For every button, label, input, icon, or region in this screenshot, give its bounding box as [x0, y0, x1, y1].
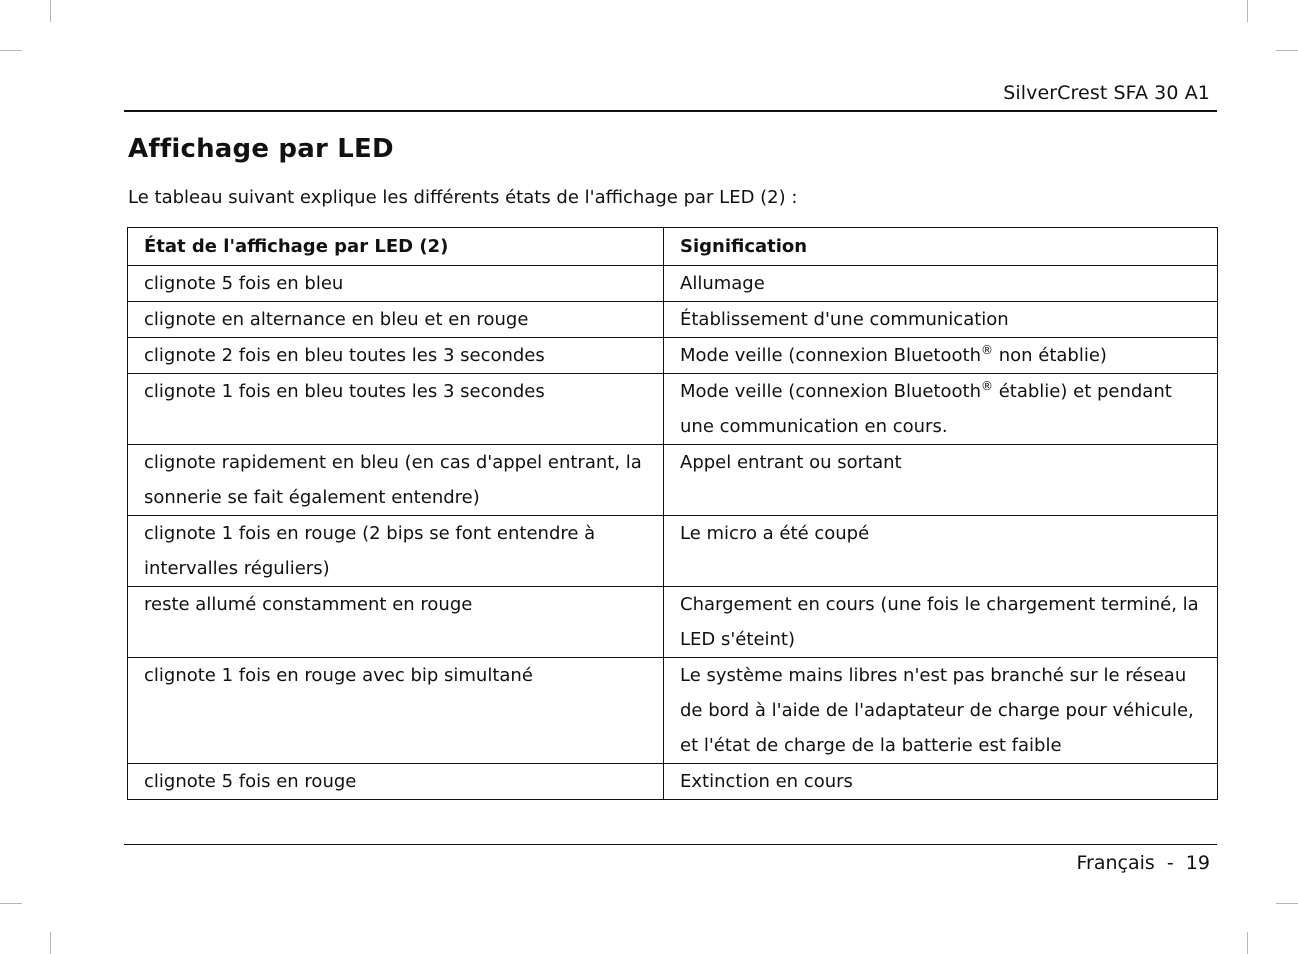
- registered-mark: ®: [980, 379, 993, 393]
- cell-meaning: Extinction en cours: [664, 764, 1218, 800]
- cell-state: clignote rapidement en bleu (en cas d'appel entrant, la sonnerie se fait également entendre): [128, 445, 664, 516]
- meaning-text: Mode veille (connexion Bluetooth: [680, 381, 981, 402]
- crop-mark: [1276, 50, 1298, 51]
- footer-page-label: Français - 19: [1076, 852, 1210, 874]
- table-row: [128, 516, 1218, 587]
- cell-state: clignote en alternance en bleu et en rouge: [128, 302, 664, 338]
- crop-mark: [1276, 903, 1298, 904]
- cell-state: clignote 5 fois en rouge: [128, 764, 664, 800]
- cell-state: clignote 1 fois en rouge avec bip simultané: [128, 658, 664, 764]
- cell-meaning: Appel entrant ou sortant: [664, 445, 1218, 516]
- table-row: [128, 374, 1218, 445]
- column-header-state: État de l'affichage par LED (2): [128, 228, 664, 266]
- table-row: [128, 658, 1218, 764]
- cell-state: clignote 1 fois en rouge (2 bips se font entendre à intervalles réguliers): [128, 516, 664, 587]
- table-row: [128, 266, 1218, 302]
- crop-mark: [0, 50, 22, 51]
- meaning-text: établie) et pendant une communication en cours.: [680, 381, 1172, 437]
- header-rule: [124, 110, 1217, 112]
- cell-state: clignote 1 fois en bleu toutes les 3 secondes: [128, 374, 664, 445]
- table-row: [128, 764, 1218, 800]
- table-header-row: [128, 228, 1218, 266]
- registered-mark: ®: [980, 343, 993, 357]
- intro-text: Le tableau suivant explique les différents états de l'affichage par LED (2) :: [128, 187, 798, 208]
- cell-meaning: Le système mains libres n'est pas branché sur le réseau de bord à l'aide de l'adaptateur de charge pour véhicule, et l'état de charge de la batterie est faible: [664, 658, 1218, 764]
- crop-mark: [50, 932, 51, 954]
- cell-state: clignote 5 fois en bleu: [128, 266, 664, 302]
- crop-mark: [1247, 0, 1248, 22]
- cell-meaning: Chargement en cours (une fois le chargement terminé, la LED s'éteint): [664, 587, 1218, 658]
- table-row: [128, 587, 1218, 658]
- table-row: [128, 338, 1218, 374]
- column-header-meaning: Signification: [664, 228, 1218, 266]
- cell-meaning: Le micro a été coupé: [664, 516, 1218, 587]
- led-status-table: [127, 227, 1218, 800]
- footer-rule: [124, 844, 1217, 845]
- cell-meaning: Allumage: [664, 266, 1218, 302]
- cell-meaning: [664, 374, 1218, 445]
- meaning-text: non établie): [992, 345, 1107, 366]
- crop-mark: [0, 903, 22, 904]
- cell-state: reste allumé constamment en rouge: [128, 587, 664, 658]
- cell-meaning: Établissement d'une communication: [664, 302, 1218, 338]
- crop-mark: [1247, 932, 1248, 954]
- meaning-text: Mode veille (connexion Bluetooth: [680, 345, 981, 366]
- header-product-name: SilverCrest SFA 30 A1: [1003, 82, 1210, 104]
- cell-meaning: [664, 338, 1218, 374]
- crop-mark: [50, 0, 51, 22]
- table-row: [128, 302, 1218, 338]
- page-title: Affichage par LED: [128, 134, 394, 164]
- cell-state: clignote 2 fois en bleu toutes les 3 secondes: [128, 338, 664, 374]
- table-row: [128, 445, 1218, 516]
